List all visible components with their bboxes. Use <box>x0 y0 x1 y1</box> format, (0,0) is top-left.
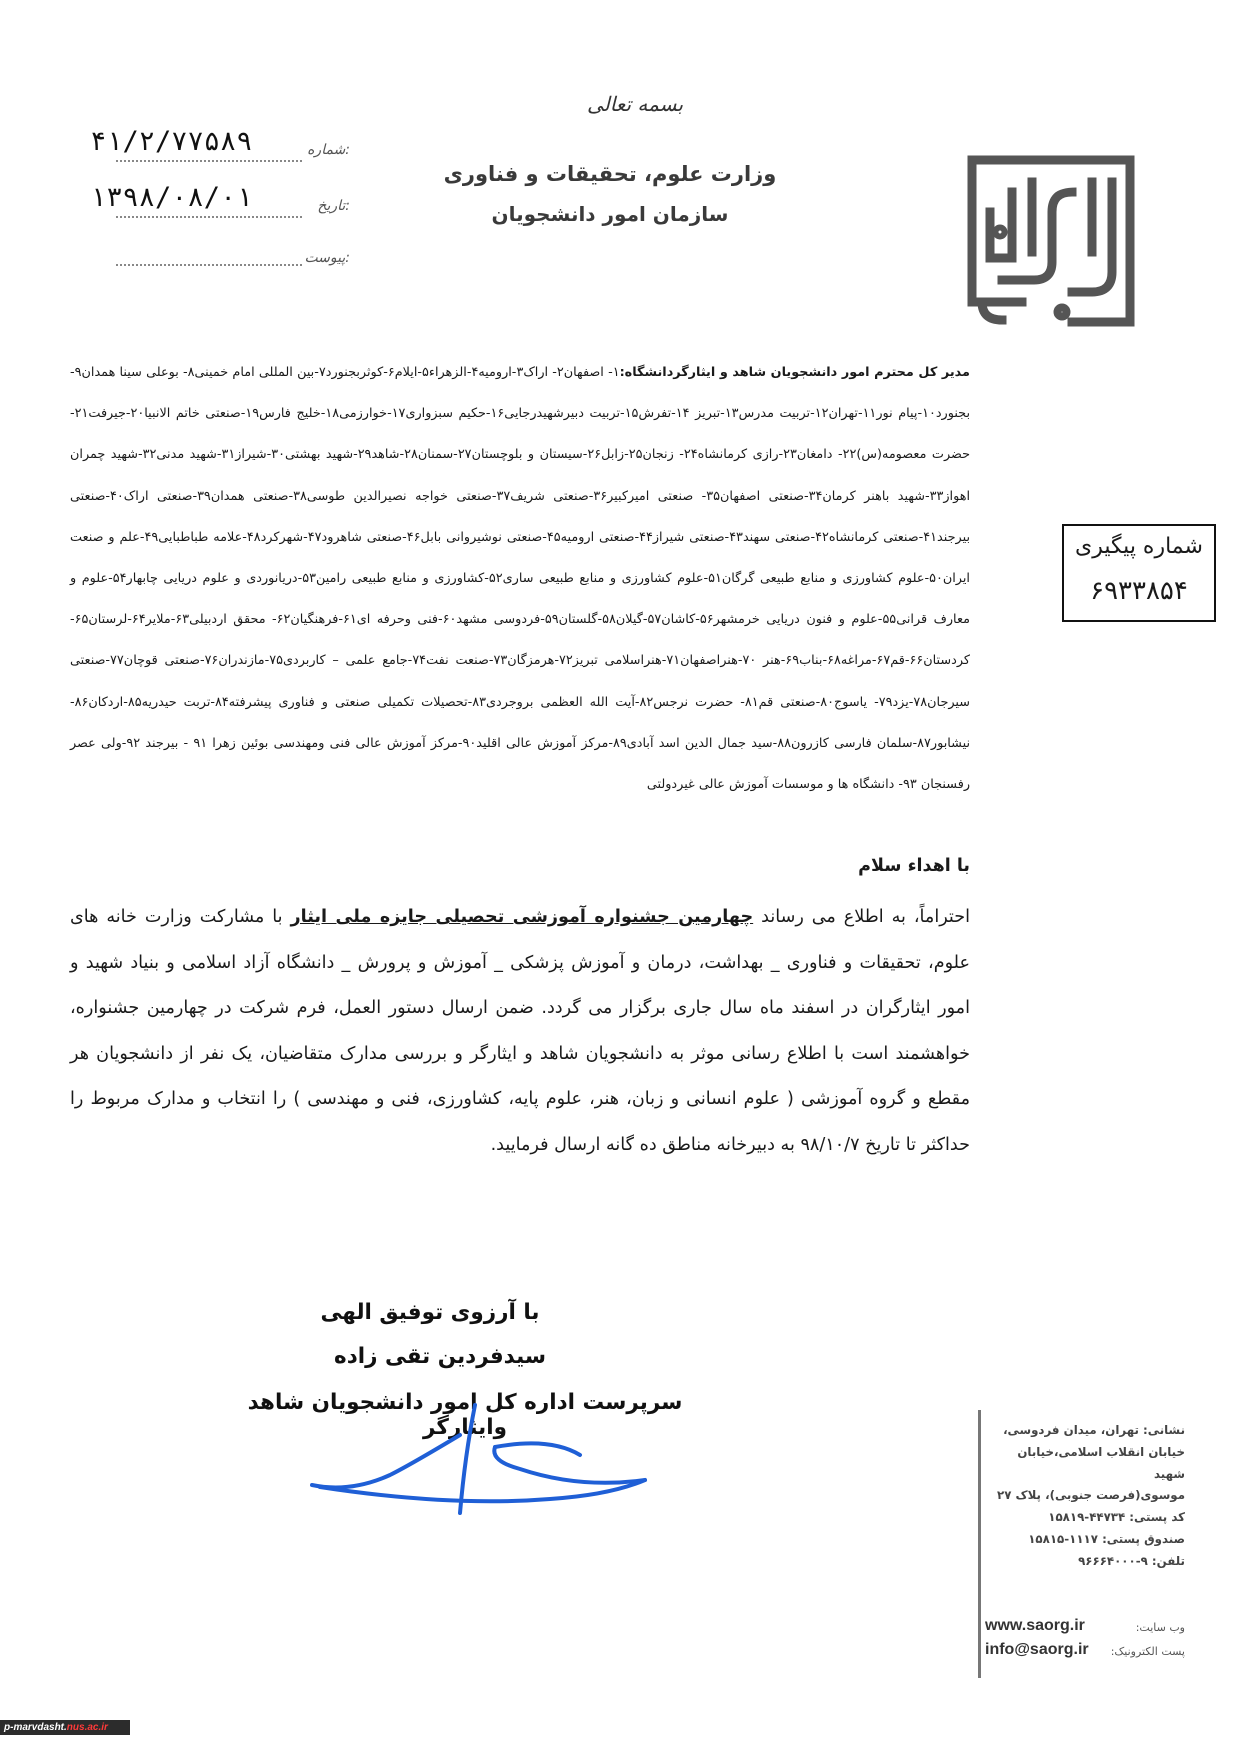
dotted-line <box>116 264 302 266</box>
handwritten-signature <box>250 1395 670 1520</box>
po-box: صندوق پستی: ۱۱۱۷-۱۵۸۱۵ <box>1028 1531 1185 1546</box>
addressee-heading: مدیر کل محترم امور دانشجویان شاهد و ایثارگردانشگاه: <box>619 365 970 380</box>
organization-name: سازمان امور دانشجویان <box>491 202 729 226</box>
signature-closing: با آرزوی توفیق الهی <box>320 1300 540 1325</box>
letter-date-value: ۱۳۹۸/۰۸/۰۱ <box>90 182 253 213</box>
organization-logo <box>962 152 1140 330</box>
letter-number-row <box>90 126 350 170</box>
website-row <box>985 1617 1185 1641</box>
postal-code: کد پستی: ۴۴۷۳۴-۱۵۸۱۹ <box>1048 1510 1185 1525</box>
recipients-paragraph <box>70 352 970 805</box>
dotted-line <box>116 216 302 218</box>
festival-name: چهارمین جشنواره آموزشی تحصیلی جایزه ملی ایثار <box>290 907 754 927</box>
letter-date-label: تاریخ: <box>317 198 350 214</box>
email-link[interactable]: info@saorg.ir <box>985 1641 1089 1658</box>
web-contact <box>985 1617 1185 1665</box>
site-name-part: p-marvdasht. <box>4 1722 67 1733</box>
recipient-list: ۱- اصفهان۲- اراک۳-ارومیه۴-الزهراء۵-ایلام۶-کوثربجنورد۷-بین المللی امام خمینی۸- بوعلی سینا همدان۹-بجنورد۱۰-پیام نور۱۱-تهران۱۲-تربیت مدرس۱۳-تبریز ۱۴-تفرش۱۵-تربیت دبیرشهیدرجایی۱۶-حکیم سبزواری۱۷-خوارزمی۱۸-خلیج فارس۱۹-صنعتی خاتم الانبیا۲۰-جیرفت۲۱-حضرت معصومه(س)۲۲- دامغان۲۳-رازی کرمانشاه۲۴- زنجان۲۵-زابل۲۶-سیستان و بلوچستان۲۷-سمنان۲۸-شاهد۲۹-شهید بهشتی۳۰-شیراز۳۱-شهید مدنی۳۲-شهید چمران اهواز۳۳-شهید باهنر کرمان۳۴-صنعتی اصفهان۳۵- صنعتی امیرکبیر۳۶-صنعتی شریف۳۷-صنعتی خواجه نصیرالدین طوسی۳۸-صنعتی همدان۳۹-صنعتی اراک۴۰-صنعتی بیرجند۴۱-صنعتی کرمانشاه۴۲-صنعتی سهند۴۳-صنعتی شیراز۴۴-صنعتی ارومیه۴۵-صنعتی نوشیروانی بابل۴۶-صنعتی شاهرود۴۷-شهرکرد۴۸-علامه طباطبایی۴۹-علم و صنعت ایران۵۰-علوم کشاورزی و منابع طبیعی گرگان۵۱-علوم کشاورزی و منابع طبیعی ساری۵۲-کشاورزی و منابع طبیعی رامین۵۳-دریانوردی و علوم دریایی چابهار۵۴-علوم و معارف قرانی۵۵-علوم و فنون دریایی خرمشهر۵۶-کاشان۵۷-گیلان۵۸-گلستان۵۹-فردوسی مشهد۶۰-فنی وحرفه ای۶۱-فرهنگیان۶۲- محقق اردبیلی۶۳-ملایر۶۴-لرستان۶۵-کردستان۶۶-قم۶۷-مراغه۶۸-بناب۶۹-هنر ۷۰-هنراصفهان۷۱-هنراسلامی تبریز۷۲-هرمزگان۷۳-صنعت نفت۷۴-جامع علمی – کاربردی۷۵-مازندران۷۶-صنعتی قوچان۷۷-صنعتی سیرجان۷۸-یزد۷۹- یاسوج۸۰-صنعتی قم۸۱- حضرت نرجس۸۲-آیت الله العظمی بروجردی۸۳-تحصیلات تکمیلی صنعتی و فناوری پیشرفته۸۴-تربت حیدریه۸۵-اردکان۸۶-نیشابور۸۷-سلمان فارسی کازرون۸۸-سید جمال الدین اسد آبادی۸۹-مرکز آموزش عالی اقلید۹۰-مرکز آموزش عالی فنی ومهندسی بوئین زهرا ۹۱ - بیرجند ۹۲-ولی عصر رفسنجان ۹۳- دانشگاه ها و موسسات آموزش عالی غیردولتی <box>70 365 971 793</box>
tracking-number-label: شماره پیگیری <box>1075 534 1203 559</box>
source-site-badge[interactable] <box>0 1720 130 1735</box>
dotted-line <box>116 160 302 162</box>
website-link[interactable]: www.saorg.ir <box>985 1617 1085 1634</box>
phone-number: تلفن: ۹-۹۶۶۶۴۰۰۰ <box>1078 1553 1185 1568</box>
basmala-heading: بسمه تعالی <box>586 92 684 116</box>
address-line: نشانی: تهران، میدان فردوسی، <box>1003 1423 1185 1437</box>
body-rest: با مشارکت وزارت خانه های علوم، تحقیقات و فناوری _ بهداشت، درمان و آموزش پزشکی _ آموزش و پرورش _ دانشگاه آزاد اسلامی و بنیاد شهید و امور ایثارگران در اسفند ماه سال جاری برگزار می گردد. ضمن ارسال دستور العمل، فرم شرکت در چهارمین جشنواره، خواهشمند است با اطلاع رسانی موثر به دانشجویان شاهد و ایثارگر و بررسی مدارک متقاضیان، یک نفر از دانشجویان هر مقطع و گروه آموزشی ( علوم انسانی و زبان، هنر، علوم پایه، کشاورزی، فنی و مهندسی ) را انتخاب و مدارک مربوط را حداکثر تا تاریخ ۹۸/۱۰/۷ به دبیرخانه مناطق ده گانه ارسال فرمایید. <box>70 907 970 1155</box>
contact-address <box>990 1420 1185 1573</box>
address-line: خیابان انقلاب اسلامی،خیابان شهید <box>1017 1444 1185 1481</box>
letter-number-value: ۴۱/۲/۷۷۵۸۹ <box>90 126 253 157</box>
email-row <box>985 1641 1185 1665</box>
tracking-number-value: ۶۹۳۳۸۵۴ <box>1090 576 1188 606</box>
site-domain-part: nus.ac.ir <box>66 1722 108 1733</box>
website-label: وب سایت: <box>1135 1621 1185 1634</box>
letter-date-row <box>90 182 350 226</box>
email-label: پست الکترونیک: <box>1110 1645 1185 1658</box>
signer-title: سرپرست اداره کل امور دانشجویان شاهد وایثارگر <box>247 1390 683 1440</box>
attachment-row <box>90 244 350 278</box>
tracking-number-box <box>1062 524 1216 622</box>
ministry-name: وزارت علوم، تحقیقات و فناوری <box>443 162 777 186</box>
attachment-label: پیوست: <box>304 250 350 266</box>
greeting: با اهداء سلام <box>858 856 970 876</box>
letter-body <box>70 895 970 1168</box>
signer-name: سیدفردین تقی زاده <box>334 1344 546 1369</box>
address-line: موسوی(فرصت جنوبی)، پلاک ۲۷ <box>997 1488 1185 1503</box>
contact-divider <box>978 1410 981 1678</box>
body-intro: احتراماً، به اطلاع می رساند <box>753 907 970 927</box>
letter-number-label: شماره: <box>307 142 350 158</box>
